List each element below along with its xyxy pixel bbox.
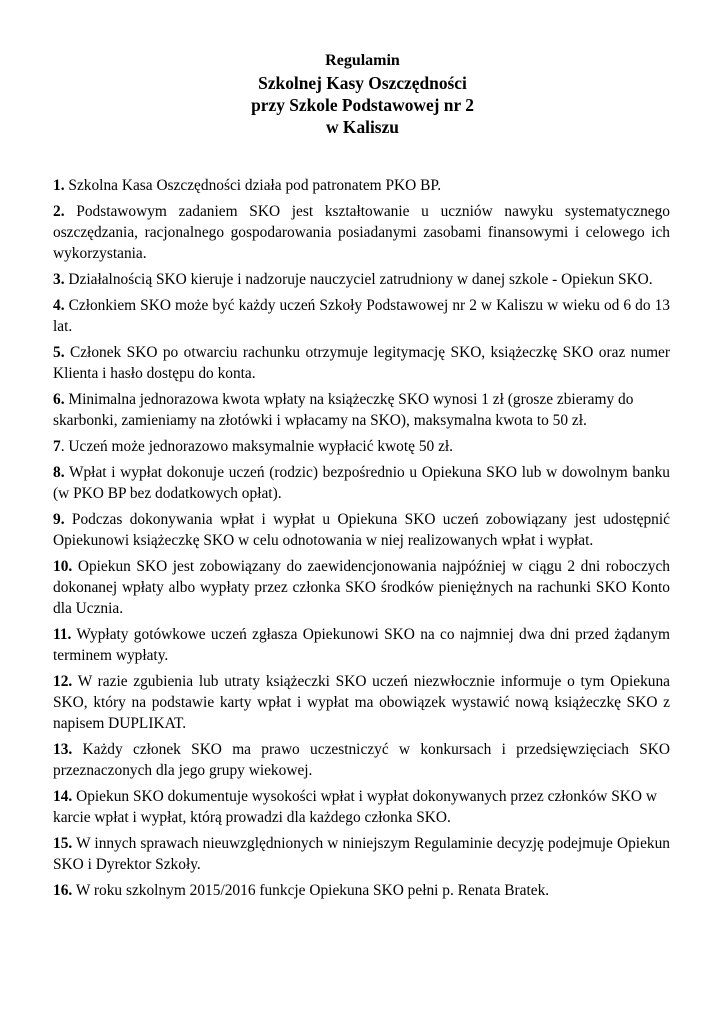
item-text: Podstawowym zadaniem SKO jest kształtowanie u uczniów nawyku systematycznego oszczędzania, racjonalnego gospodarowania posiadanymi zasobami finansowymi i celowego ich wykorzystania. [53,203,670,262]
item-text: Członek SKO po otwarciu rachunku otrzymuje legitymację SKO, książeczkę SKO oraz numer Klienta i hasło dostępu do konta. [53,344,670,382]
item-number: 15. [53,835,73,852]
title-line-1: Regulamin [325,52,400,69]
regulation-item-9 [53,509,670,551]
title-line-3: przy Szkole Podstawowej nr 2 [251,95,474,115]
item-text: Wpłat i wypłat dokonuje uczeń (rodzic) bezpośrednio u Opiekuna SKO lub w dowolnym banku (w PKO BP bez dodatkowych opłat). [53,464,670,502]
item-text: Szkolna Kasa Oszczędności działa pod patronatem PKO BP. [64,177,442,194]
item-text: W roku szkolnym 2015/2016 funkcje Opiekuna SKO pełni p. Renata Bratek. [72,882,550,899]
item-text: Każdy członek SKO ma prawo uczestniczyć w konkursach i przedsięwzięciach SKO przeznaczonych dla jego grupy wiekowej. [53,741,670,779]
item-text: Minimalna jednorazowa kwota wpłaty na książeczkę SKO wynosi 1 zł (grosze zbieramy do skarbonki, zamieniamy na złotówki i wpłacamy na SKO), maksymalna kwota to 50 zł. [53,391,634,429]
regulation-item-5 [53,342,670,384]
item-number: 4. [53,297,65,314]
regulation-item-13 [53,739,670,781]
item-text: Członkiem SKO może być każdy uczeń Szkoły Podstawowej nr 2 w Kaliszu w wieku od 6 do 13 lat. [53,297,670,335]
item-number: 3. [53,271,65,288]
item-number: 14. [53,788,73,805]
item-text: Działalnością SKO kieruje i nadzoruje nauczyciel zatrudniony w danej szkole - Opiekun SKO. [64,271,653,288]
item-number: 8. [53,464,65,481]
regulation-item-12 [53,671,670,734]
item-text: Podczas dokonywania wpłat i wypłat u Opiekuna SKO uczeń zobowiązany jest udostępnić Opiekunowi książeczkę SKO w celu odnotowania w niej realizowanych wpłat i wypłat. [53,511,670,549]
item-text: Opiekun SKO dokumentuje wysokości wpłat i wypłat dokonywanych przez członków SKO w karcie wpłat i wypłat, którą prowadzi dla każdego członka SKO. [53,788,657,826]
item-text: Wypłaty gotówkowe uczeń zgłasza Opiekunowi SKO na co najmniej dwa dni przed żądanym terminem wypłaty. [53,626,670,664]
document-title [0,50,725,138]
item-number: 7 [53,438,61,455]
item-text: W razie zgubienia lub utraty książeczki SKO uczeń niezwłocznie informuje o tym Opiekuna SKO, który na podstawie karty wpłat i wypłat ma obowiązek wystawić nową książeczkę SKO z napisem DUPLIKAT. [53,673,670,732]
regulation-item-11 [53,624,670,666]
item-number: 10. [53,558,73,575]
regulation-item-1 [53,175,670,196]
title-line-2: Szkolnej Kasy Oszczędności [258,73,467,93]
regulation-item-2 [53,201,670,264]
item-number: 12. [53,673,73,690]
item-number: 6. [53,391,65,408]
item-number: 11. [53,626,72,643]
regulation-list [53,175,670,906]
regulation-item-14 [53,786,670,828]
item-text: Opiekun SKO jest zobowiązany do zaewidencjonowania najpóźniej w ciągu 2 dni roboczych dokonanej wpłaty albo wypłaty przez członka SKO środków pieniężnych na rachunki SKO Konto dla Ucznia. [53,558,670,617]
regulation-item-4 [53,295,670,337]
regulation-item-15 [53,833,670,875]
regulation-item-7 [53,436,670,457]
regulation-item-6 [53,389,670,431]
item-number: 1. [53,177,65,194]
regulation-item-3 [53,269,670,290]
item-number: 5. [53,344,65,361]
item-number: 13. [53,741,73,758]
item-number: 9. [53,511,65,528]
title-line-4: w Kaliszu [326,117,399,137]
item-text: W innych sprawach nieuwzględnionych w niniejszym Regulaminie decyzję podejmuje Opiekun SKO i Dyrektor Szkoły. [53,835,670,873]
item-number: 16. [53,882,73,899]
item-number: 2. [53,203,65,220]
regulation-item-8 [53,462,670,504]
item-text: . Uczeń może jednorazowo maksymalnie wypłacić kwotę 50 zł. [60,438,454,455]
regulation-item-10 [53,556,670,619]
regulation-item-16 [53,880,670,901]
